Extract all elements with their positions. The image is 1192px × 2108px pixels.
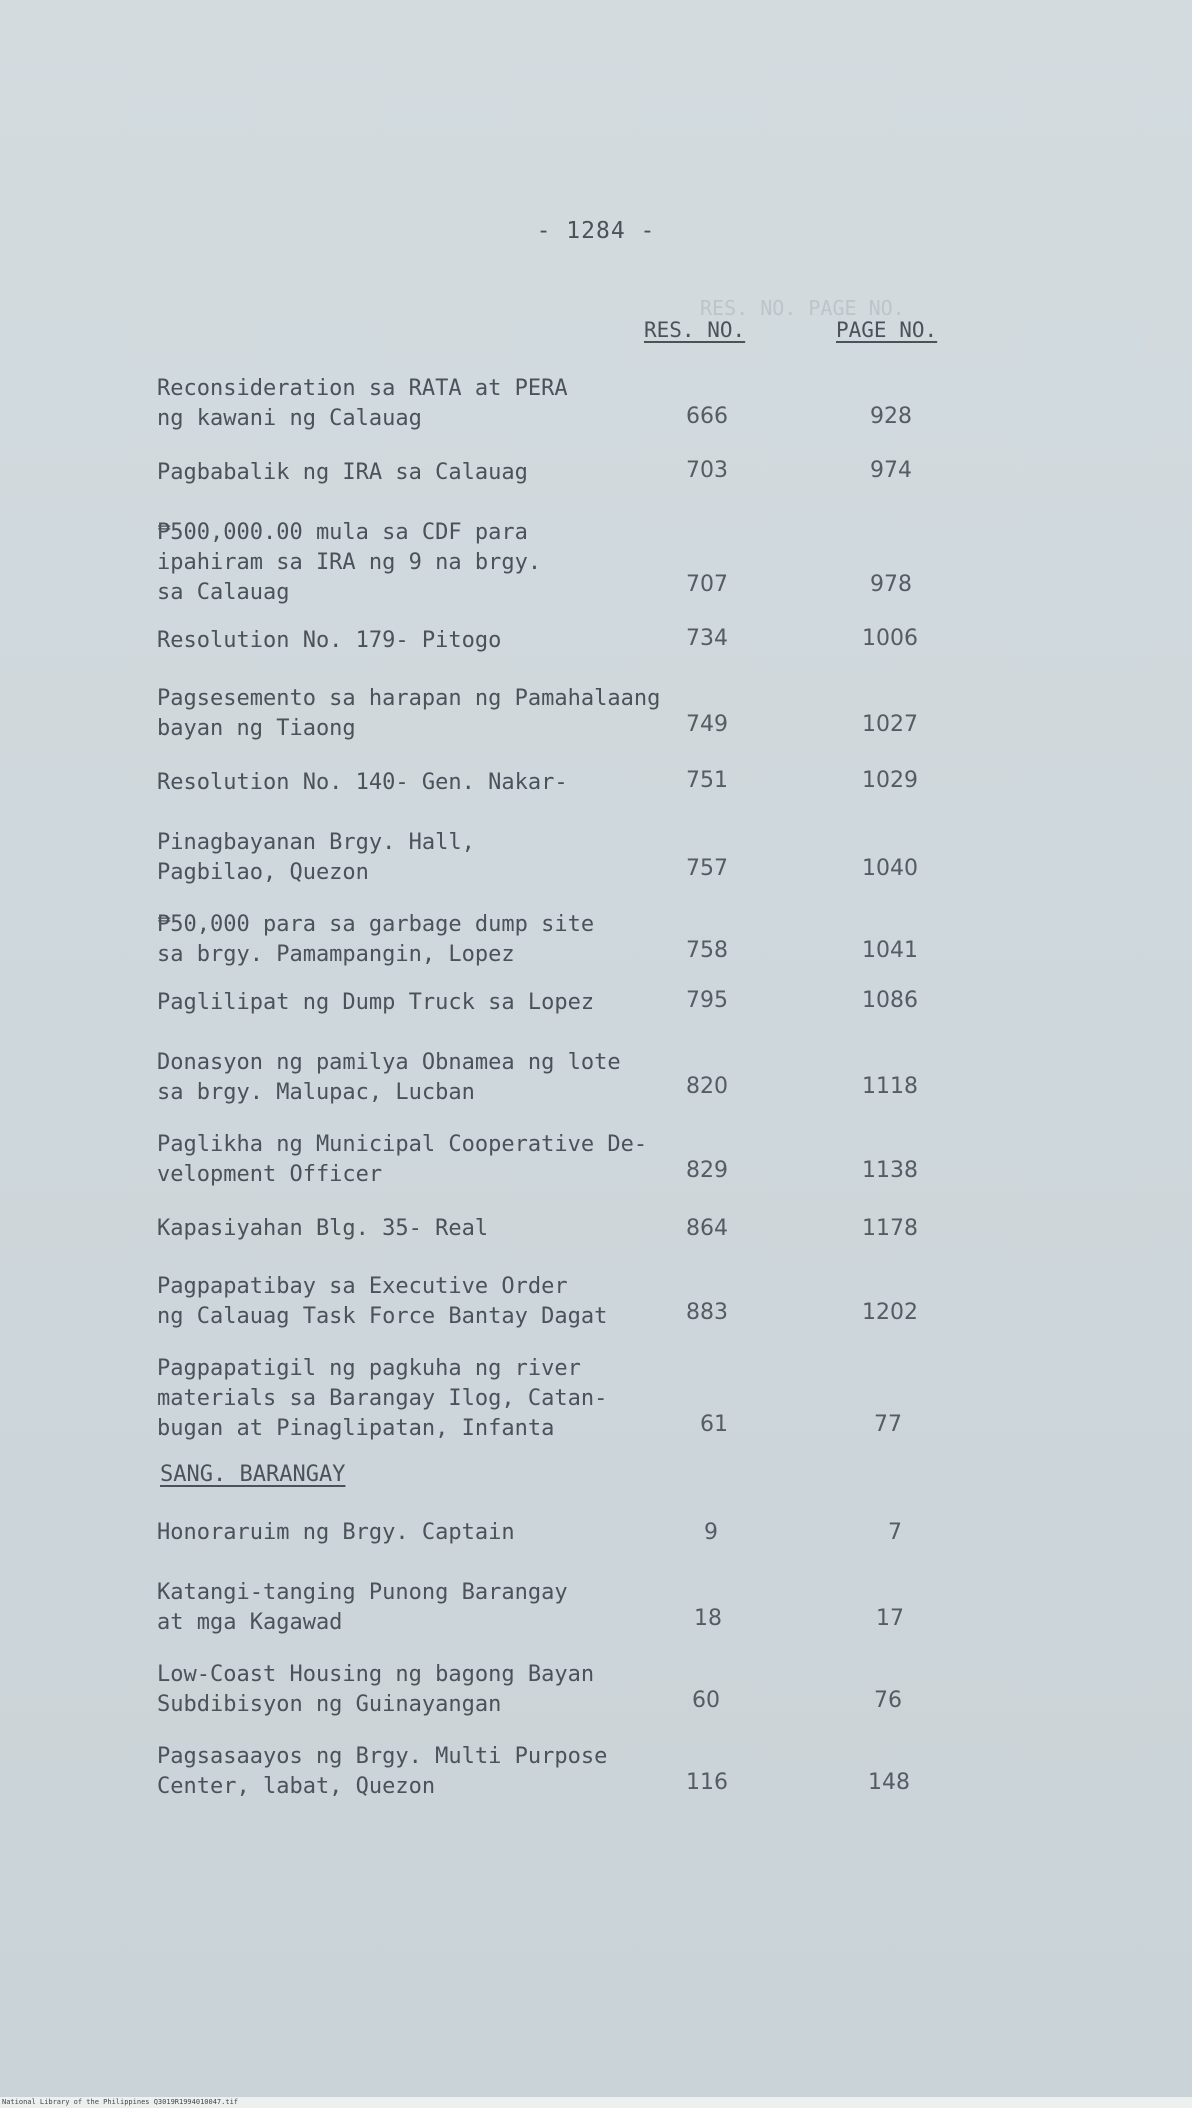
page-number-cell: 76 [874, 1688, 902, 1713]
section-heading: SANG. BARANGAY [160, 1462, 346, 1487]
res-number: 18 [694, 1606, 722, 1631]
res-number: 703 [686, 458, 728, 483]
entry-title: Pagbabalik ng IRA sa Calauag [157, 460, 528, 485]
entry-title: Paglilipat ng Dump Truck sa Lopez [157, 990, 595, 1015]
page-number-cell: 974 [870, 458, 912, 483]
page-number-cell: 978 [870, 572, 912, 597]
page-number-cell: 1086 [862, 988, 918, 1013]
entry-title: Honoraruim ng Brgy. Captain [157, 1520, 515, 1545]
entry-title: Pagsesemento sa harapan ng Pamahalaang bayan ng Tiaong [157, 686, 661, 741]
page-number: - 1284 - [536, 218, 656, 244]
page-number-cell: 1027 [862, 712, 918, 737]
entry-title: Resolution No. 179- Pitogo [157, 628, 502, 653]
res-number: 820 [686, 1074, 728, 1099]
page-no-header: PAGE NO. [836, 318, 938, 342]
res-number: 829 [686, 1158, 728, 1183]
entry-title: Pagpapatibay sa Executive Order ng Calauag Task Force Bantay Dagat [157, 1274, 608, 1329]
entry-title: Kapasiyahan Blg. 35- Real [157, 1216, 489, 1241]
res-number: 864 [686, 1216, 728, 1241]
document-page: - 1284 - RES. NO. PAGE NO. RES. NO. PAGE NO. Reconsideration sa RATA at PERA ng kawani ng Calauag 666 928 Pagbabalik ng IRA sa Calauag 703 974 ₱500,000.00 mula sa CDF para ipahiram sa IRA ng 9 na brgy. sa Calauag 707 978 Resolution No. 179- Pitogo 734 1006 Pagsesemento sa harapan ng Pamahalaang bayan ng Tiaong 749 1027 Resolution No. 140- Gen. Nakar- 751 1029 Pinagbayanan Brgy. Hall, Pagbilao, Quezon 757 1040 ₱50,000 para sa garbage dump site sa brgy. Pamampangin, Lopez 758 1041 Paglilipat ng Dump Truck sa Lopez 795 1086 Donasyon ng pamilya Obnamea ng lote sa brgy. Malupac, Lucban 820 1118 Paglikha ng Municipal Cooperative De- velopment Officer 829 1138 Kapasiyahan Blg. 35- Real 864 1178 Pagpapatibay sa Executive Order ng Calauag Task Force Bantay Dagat 883 1202 Pagpapatigil ng pagkuha ng river materials sa Barangay Ilog, Catan- bugan at Pinaglipatan, Infanta 61 77 SANG. BARANGAY Honoraruim ng Brgy. Captain 9 7 Katangi-tanging Punong Barangay at mga Kagawad 18 17 Low-Coast Housing ng bagong Bayan Subdibisyon ng Guinayangan 60 76 Pagsasaayos ng Brgy. Multi Purpose Center, labat, Quezon 116 148 [0, 0, 1192, 2096]
page-number-cell: 77 [874, 1412, 902, 1437]
entry-title: Donasyon ng pamilya Obnamea ng lote sa brgy. Malupac, Lucban [157, 1050, 621, 1105]
entry-title: Resolution No. 140- Gen. Nakar- [157, 770, 568, 795]
page-number-cell: 1178 [862, 1216, 918, 1241]
page-number-cell: 1138 [862, 1158, 918, 1183]
page-number-cell: 7 [888, 1520, 902, 1545]
page-number-cell: 1202 [862, 1300, 918, 1325]
list-item [157, 1518, 1007, 1548]
entry-title: Reconsideration sa RATA at PERA ng kawani ng Calauag [157, 376, 568, 431]
res-number: 734 [686, 626, 728, 651]
res-number: 751 [686, 768, 728, 793]
res-no-header: RES. NO. [644, 318, 746, 342]
res-number: 60 [692, 1688, 720, 1713]
page-number-cell: 928 [870, 404, 912, 429]
page-number-cell: 17 [876, 1606, 904, 1631]
page-number-cell: 1041 [862, 938, 918, 963]
entry-title: Pagsasaayos ng Brgy. Multi Purpose Center, labat, Quezon [157, 1744, 608, 1799]
entry-title: Katangi-tanging Punong Barangay at mga Kagawad [157, 1580, 568, 1635]
res-number: 666 [686, 404, 728, 429]
entry-title: Pagpapatigil ng pagkuha ng river materials sa Barangay Ilog, Catan- bugan at Pinaglipatan, Infanta [157, 1356, 608, 1441]
res-number: 795 [686, 988, 728, 1013]
entry-title: Pinagbayanan Brgy. Hall, Pagbilao, Quezon [157, 830, 475, 885]
res-number: 9 [704, 1520, 718, 1545]
res-number: 61 [700, 1412, 728, 1437]
res-number: 749 [686, 712, 728, 737]
res-number: 757 [686, 856, 728, 881]
entry-title: ₱50,000 para sa garbage dump site sa brgy. Pamampangin, Lopez [157, 912, 595, 967]
page-number-cell: 148 [868, 1770, 910, 1795]
entry-title: ₱500,000.00 mula sa CDF para ipahiram sa IRA ng 9 na brgy. sa Calauag [157, 520, 542, 605]
entry-title: Low-Coast Housing ng bagong Bayan Subdibisyon ng Guinayangan [157, 1662, 595, 1717]
entry-title: Paglikha ng Municipal Cooperative De- velopment Officer [157, 1132, 648, 1187]
res-number: 758 [686, 938, 728, 963]
page-number-cell: 1029 [862, 768, 918, 793]
scan-footer: National Library of the Philippines Q3019R1994010047.tif [0, 2097, 1192, 2108]
res-number: 707 [686, 572, 728, 597]
res-number: 883 [686, 1300, 728, 1325]
page-number-cell: 1040 [862, 856, 918, 881]
page-number-cell: 1118 [862, 1074, 918, 1099]
res-number: 116 [686, 1770, 728, 1795]
page-number-cell: 1006 [862, 626, 918, 651]
